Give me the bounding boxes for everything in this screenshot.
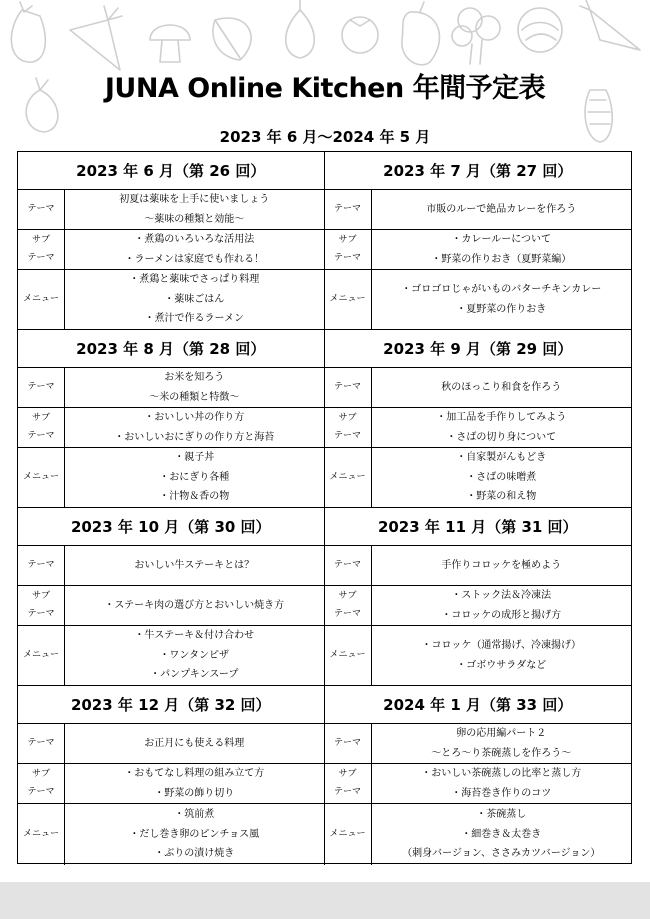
- theme-row: [325, 546, 632, 586]
- menu-line: ・野菜の和え物: [466, 491, 537, 503]
- sub-theme-label-line: サブ: [31, 591, 50, 602]
- month-header: 2023 年 9 月（第 29 回）: [325, 330, 632, 368]
- sub-theme-label-line: テーマ: [27, 786, 55, 797]
- month-block: [325, 152, 632, 330]
- theme-line: お米を知ろう: [164, 372, 225, 383]
- menu-row: [325, 448, 632, 507]
- theme-label: テーマ: [18, 190, 65, 229]
- menu-row: [18, 626, 324, 685]
- menu-line: ・夏野菜の作りおき: [456, 303, 547, 315]
- sub-theme-label: [325, 230, 372, 269]
- menu-line: ・ゴボウサラダなど: [456, 659, 547, 671]
- theme-content: [372, 546, 632, 585]
- sub-theme-label-line: サブ: [338, 413, 357, 424]
- month-block: [325, 686, 632, 865]
- theme-line: おいしい牛ステーキとは？: [134, 559, 255, 571]
- menu-line: ・自家製がんもどき: [456, 452, 547, 464]
- menu-label: メニュー: [18, 448, 65, 507]
- theme-content: [65, 546, 324, 585]
- sub-theme-row: [18, 586, 324, 626]
- theme-label: テーマ: [325, 368, 372, 407]
- sub-theme-line: ・野菜の作りおき（夏野菜編）: [431, 253, 572, 265]
- sub-theme-row: [325, 586, 632, 626]
- sub-theme-label-line: テーマ: [333, 608, 361, 619]
- sub-theme-label: [325, 764, 372, 803]
- sub-theme-line: ・おもてなし料理の組み立て方: [124, 768, 265, 779]
- sub-theme-line: ・コロッケの成形と揚げ方: [441, 609, 562, 621]
- theme-label: テーマ: [18, 546, 65, 585]
- theme-line: ～とろ～り茶碗蒸しを作ろう～: [431, 747, 572, 759]
- theme-content: [372, 724, 632, 763]
- month-block: [18, 508, 325, 686]
- carrot-icon: [580, 0, 640, 50]
- theme-row: [18, 368, 324, 408]
- month-header: 2023 年 10 月（第 30 回）: [18, 508, 324, 546]
- menu-line: ・筑前煮: [174, 809, 215, 821]
- sub-theme-label-line: テーマ: [333, 252, 361, 263]
- sub-theme-label-line: サブ: [338, 591, 357, 602]
- menu-content: [372, 448, 632, 507]
- menu-content: [65, 804, 324, 865]
- menu-row: [18, 448, 324, 507]
- theme-label: テーマ: [325, 546, 372, 585]
- menu-line: ・パンプキンスープ: [150, 669, 239, 681]
- menu-label: メニュー: [18, 270, 65, 329]
- broccoli-icon: [452, 8, 500, 64]
- sub-theme-content: [372, 764, 632, 803]
- menu-content: [372, 804, 632, 865]
- sub-theme-content: [65, 764, 324, 803]
- theme-line: 手作りコロッケを極めよう: [441, 559, 562, 571]
- month-header: 2024 年 1 月（第 33 回）: [325, 686, 632, 724]
- menu-content: [372, 270, 632, 329]
- menu-content: [65, 626, 324, 685]
- sub-theme-label-line: サブ: [31, 413, 50, 424]
- sub-theme-line: ・野菜の飾り切り: [154, 787, 235, 799]
- menu-line: ・ワンタンピザ: [159, 649, 230, 661]
- theme-row: [325, 190, 632, 230]
- sub-theme-line: ・おいしい丼の作り方: [144, 412, 245, 423]
- carrot-icon: [70, 6, 122, 70]
- mushroom-icon: [150, 25, 190, 62]
- bottom-band: [0, 882, 650, 919]
- month-header: 2023 年 8 月（第 28 回）: [18, 330, 324, 368]
- sub-theme-label: [325, 408, 372, 447]
- menu-label: メニュー: [325, 448, 372, 507]
- onion-icon: [286, 0, 315, 58]
- menu-line: （刺身バージョン、ささみカツバージョン）: [402, 848, 601, 860]
- theme-label: テーマ: [325, 724, 372, 763]
- sub-theme-row: [325, 408, 632, 448]
- menu-row: [18, 270, 324, 329]
- month-block: [18, 686, 325, 865]
- theme-content: [372, 190, 632, 229]
- theme-line: ～米の種類と特徴～: [149, 391, 240, 403]
- menu-row: [325, 626, 632, 685]
- menu-label: メニュー: [18, 626, 65, 685]
- month-header: 2023 年 7 月（第 27 回）: [325, 152, 632, 190]
- sub-theme-line: ・ストック法＆冷凍法: [451, 590, 552, 601]
- menu-row: [18, 804, 324, 865]
- menu-line: ・ぶりの漬け焼き: [154, 848, 235, 860]
- menu-line: ・コロッケ（通常揚げ、冷凍揚げ）: [421, 640, 581, 651]
- month-block: [18, 152, 325, 330]
- menu-row: [325, 270, 632, 329]
- month-block: [18, 330, 325, 508]
- month-block: [325, 508, 632, 686]
- cabbage-icon: [518, 8, 562, 52]
- sub-theme-content: [372, 230, 632, 269]
- menu-line: ・汁物＆香の物: [159, 491, 230, 503]
- theme-content: [65, 724, 324, 763]
- sub-theme-content: [65, 230, 324, 269]
- menu-label: メニュー: [325, 270, 372, 329]
- menu-line: ・細巻き＆太巻き: [461, 828, 542, 840]
- sub-theme-label: [18, 230, 65, 269]
- menu-line: ・親子丼: [174, 452, 215, 464]
- sub-theme-label-line: テーマ: [27, 430, 55, 441]
- theme-label: テーマ: [18, 724, 65, 763]
- sub-theme-content: [65, 586, 324, 625]
- theme-label: テーマ: [18, 368, 65, 407]
- theme-row: [18, 190, 324, 230]
- sub-theme-content: [65, 408, 324, 447]
- sub-theme-line: ・さばの切り身について: [446, 431, 557, 443]
- sub-theme-row: [325, 764, 632, 804]
- menu-line: ・牛ステーキ＆付け合わせ: [134, 630, 255, 642]
- theme-line: 初夏は薬味を上手に使いましょう: [119, 194, 270, 205]
- sub-theme-row: [18, 230, 324, 270]
- theme-line: 市販のルーで絶品カレーを作ろう: [426, 203, 577, 215]
- menu-line: ・薬味ごはん: [164, 293, 225, 305]
- menu-row: [325, 804, 632, 865]
- menu-line: ・おにぎり各種: [159, 471, 230, 483]
- schedule-table: [17, 151, 632, 864]
- menu-line: ・茶碗蒸し: [476, 809, 527, 821]
- sub-theme-line: ・おいしいおにぎりの作り方と海苔: [114, 431, 275, 443]
- sub-theme-line: ・海苔巻き作りのコツ: [451, 787, 552, 799]
- sub-theme-line: ・煮鶏のいろいろな活用法: [134, 234, 255, 245]
- theme-content: [372, 368, 632, 407]
- sub-theme-label: [18, 764, 65, 803]
- theme-row: [325, 724, 632, 764]
- menu-line: ・さばの味噌煮: [466, 471, 537, 483]
- sub-theme-label-line: テーマ: [27, 608, 55, 619]
- theme-content: [65, 190, 324, 229]
- theme-line: 秋のほっこり和食を作ろう: [441, 381, 562, 393]
- sub-theme-line: ・ラーメンは家庭でも作れる！: [124, 253, 264, 265]
- pepper-icon: [402, 2, 440, 65]
- sub-theme-row: [325, 230, 632, 270]
- month-block: [325, 330, 632, 508]
- theme-row: [18, 546, 324, 586]
- sub-theme-row: [18, 764, 324, 804]
- month-header: 2023 年 6 月（第 26 回）: [18, 152, 324, 190]
- leaf-icon: [213, 18, 251, 60]
- menu-content: [372, 626, 632, 685]
- sub-theme-label: [18, 586, 65, 625]
- sub-theme-label-line: サブ: [31, 235, 50, 246]
- schedule-period: 2023 年 6 月～2024 年 5 月: [219, 128, 431, 146]
- sub-theme-label: [325, 586, 372, 625]
- theme-label: テーマ: [325, 190, 372, 229]
- menu-content: [65, 448, 324, 507]
- theme-line: 卵の応用編パート２: [456, 728, 547, 739]
- sub-theme-label-line: サブ: [338, 235, 357, 246]
- sub-theme-line: ・加工品を手作りしてみよう: [436, 412, 567, 423]
- sub-theme-line: ・カレールーについて: [451, 234, 552, 245]
- theme-row: [325, 368, 632, 408]
- sub-theme-label: [18, 408, 65, 447]
- theme-line: お正月にも使える料理: [144, 737, 245, 749]
- menu-line: ・だし巻き卵のピンチョス風: [129, 828, 260, 840]
- sub-theme-line: ・おいしい茶碗蒸しの比率と蒸し方: [421, 768, 582, 779]
- sub-theme-label-line: テーマ: [333, 786, 361, 797]
- sub-theme-content: [372, 586, 632, 625]
- menu-content: [65, 270, 324, 329]
- eggplant-icon: [11, 2, 45, 62]
- theme-row: [18, 724, 324, 764]
- sub-theme-row: [18, 408, 324, 448]
- menu-line: ・煮汁で作るラーメン: [144, 313, 244, 325]
- sub-theme-label-line: テーマ: [27, 252, 55, 263]
- sub-theme-content: [372, 408, 632, 447]
- menu-label: メニュー: [325, 804, 372, 865]
- page-title: JUNA Online Kitchen 年間予定表: [104, 73, 546, 104]
- theme-content: [65, 368, 324, 407]
- theme-line: ～薬味の種類と効能～: [144, 213, 245, 225]
- menu-label: メニュー: [18, 804, 65, 865]
- tomato-icon: [342, 17, 378, 53]
- menu-line: ・ゴロゴロじゃがいものバターチキンカレー: [401, 284, 602, 295]
- month-header: 2023 年 12 月（第 32 回）: [18, 686, 324, 724]
- sub-theme-label-line: サブ: [338, 769, 357, 780]
- menu-label: メニュー: [325, 626, 372, 685]
- menu-line: ・煮鶏と薬味でさっぱり料理: [129, 274, 260, 286]
- month-header: 2023 年 11 月（第 31 回）: [325, 508, 632, 546]
- sub-theme-label-line: テーマ: [333, 430, 361, 441]
- sub-theme-line: ・ステーキ肉の選び方とおいしい焼き方: [104, 599, 285, 611]
- sub-theme-label-line: サブ: [31, 769, 50, 780]
